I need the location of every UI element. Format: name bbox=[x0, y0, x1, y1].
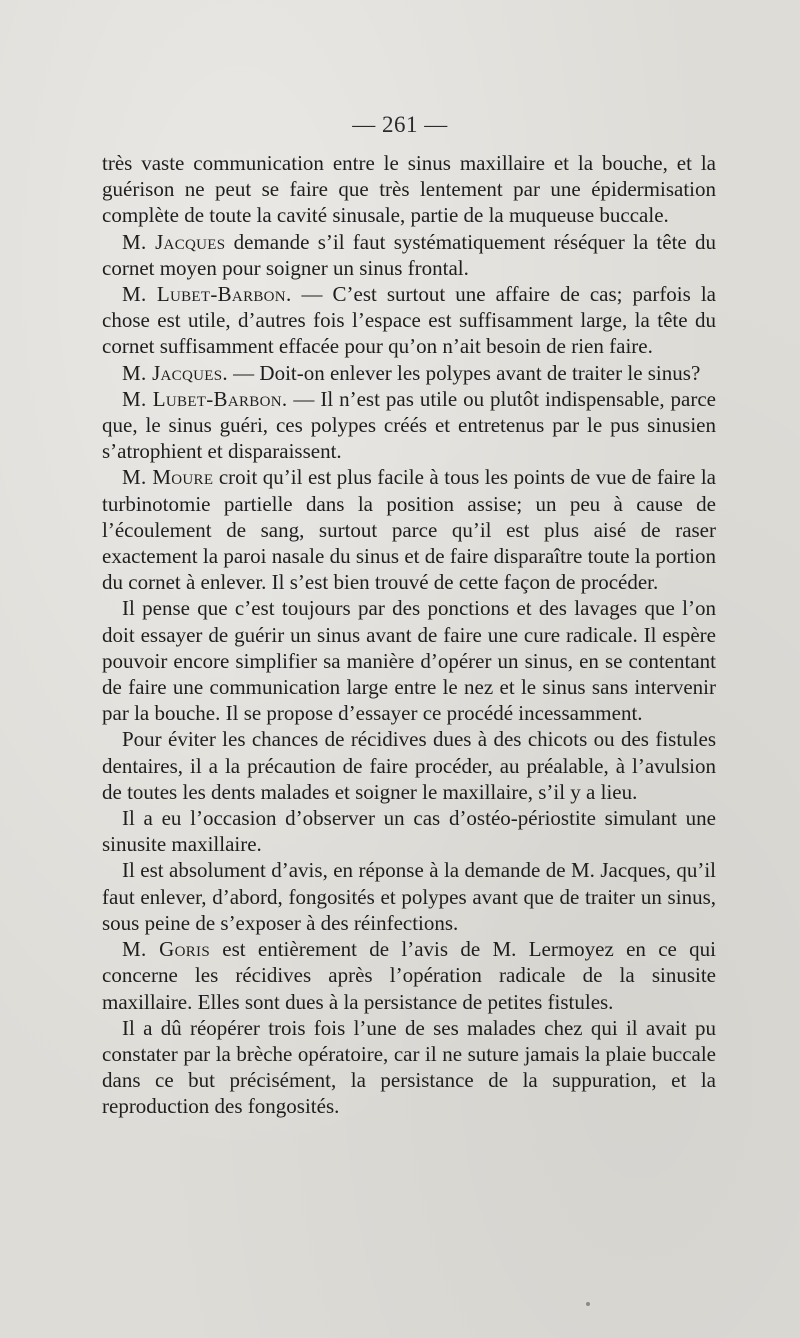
paragraph-2 bbox=[102, 229, 716, 281]
speaker-name: M. Goris bbox=[122, 937, 210, 962]
speaker-name: M. Jacques bbox=[122, 229, 226, 254]
paragraph-4 bbox=[102, 360, 716, 386]
paragraph-text: Il pense que c’est toujours par des ponctions et des lavages que l’on doit essayer de guérir un sinus avant de faire une cure radicale. Il espère pouvoir encore simplifier sa manière d’opérer un sinus, en se contentant de faire une communication large entre le nez et le sinus sans intervenir par la bouche. Il se propose d’essayer ce procédé incessamment. bbox=[102, 596, 716, 726]
paragraph-8 bbox=[102, 726, 716, 805]
paragraph-3 bbox=[102, 281, 716, 360]
paragraph-text: Il est absolument d’avis, en réponse à la demande de M. Jacques, qu’il faut enlever, d’abord, fongosités et polypes avant que de traiter un sinus, sous peine de s’exposer à des réinfections. bbox=[102, 858, 716, 935]
paragraph-5 bbox=[102, 386, 716, 465]
paragraph-text: — C’est surtout une affaire de cas; parfois la chose est utile, d’autres fois l’espace est suffisamment large, la tête du cornet suffisamment effacée pour qu’on n’ait besoin de rien faire. bbox=[102, 282, 716, 359]
paragraph-6 bbox=[102, 464, 716, 595]
body-text bbox=[102, 150, 716, 1120]
paragraph-text: Il a eu l’occasion d’observer un cas d’ostéo-périostite simulant une sinusite maxillaire. bbox=[102, 806, 716, 857]
paragraph-7 bbox=[102, 595, 716, 726]
paragraph-12 bbox=[102, 1015, 716, 1120]
speaker-name: M. Moure bbox=[122, 465, 214, 490]
paragraph-text: très vaste communication entre le sinus maxillaire et la bouche, et la guérison ne peut se faire que très lentement par une épidermisation complète de toute la cavité sinusale, partie de la muqueuse buccale. bbox=[102, 151, 716, 228]
paragraph-9 bbox=[102, 805, 716, 857]
speaker-name: M. Lubet-Barbon. bbox=[122, 386, 288, 411]
ink-speck bbox=[586, 1302, 590, 1306]
paragraph-text: demande s’il faut systématiquement réséquer la tête du cornet moyen pour soigner un sinus frontal. bbox=[102, 229, 716, 280]
paragraph-text: Pour éviter les chances de récidives dues à des chicots ou des fistules dentaires, il a la précaution de faire procéder, au préalable, à l’avulsion de toutes les dents malades et soigner le maxillaire, s’il y a lieu. bbox=[102, 727, 716, 804]
paragraph-text: — Il n’est pas utile ou plutôt indispensable, parce que, le sinus guéri, ces polypes créés et entretenus par le pus sinusien s’atrophient et disparaissent. bbox=[102, 386, 716, 464]
paragraph-1 bbox=[102, 150, 716, 229]
paragraph-text: — Doit-on enlever les polypes avant de traiter le sinus? bbox=[227, 360, 701, 385]
speaker-name: M. Jacques. bbox=[122, 360, 228, 385]
page-number: — 261 — bbox=[352, 112, 448, 137]
paragraph-text: Il a dû réopérer trois fois l’une de ses malades chez qui il avait pu constater par la brèche opératoire, car il ne suture jamais la plaie buccale dans ce but précisément, la persistance de la suppuration, et la reproduction des fongosités. bbox=[102, 1015, 716, 1119]
paragraph-10 bbox=[102, 857, 716, 936]
paragraph-text: est entièrement de l’avis de M. Lermoyez en ce qui concerne les récidives après l’opération radicale de la sinusite maxillaire. Elles sont dues à la persistance de petites fistules. bbox=[102, 937, 716, 1014]
paragraph-text: croit qu’il est plus facile à tous les points de vue de faire la turbinotomie partielle dans la position assise; un peu à cause de l’écoulement de sang, surtout parce qu’il est plus aisé de raser exactement la paroi nasale du sinus et de faire disparaître toute la portion du cornet à enlever. Il s’est bien trouvé de cette façon de procéder. bbox=[102, 465, 716, 595]
paragraph-11 bbox=[102, 936, 716, 1015]
speaker-name: M. Lubet-Barbon. bbox=[122, 282, 292, 307]
